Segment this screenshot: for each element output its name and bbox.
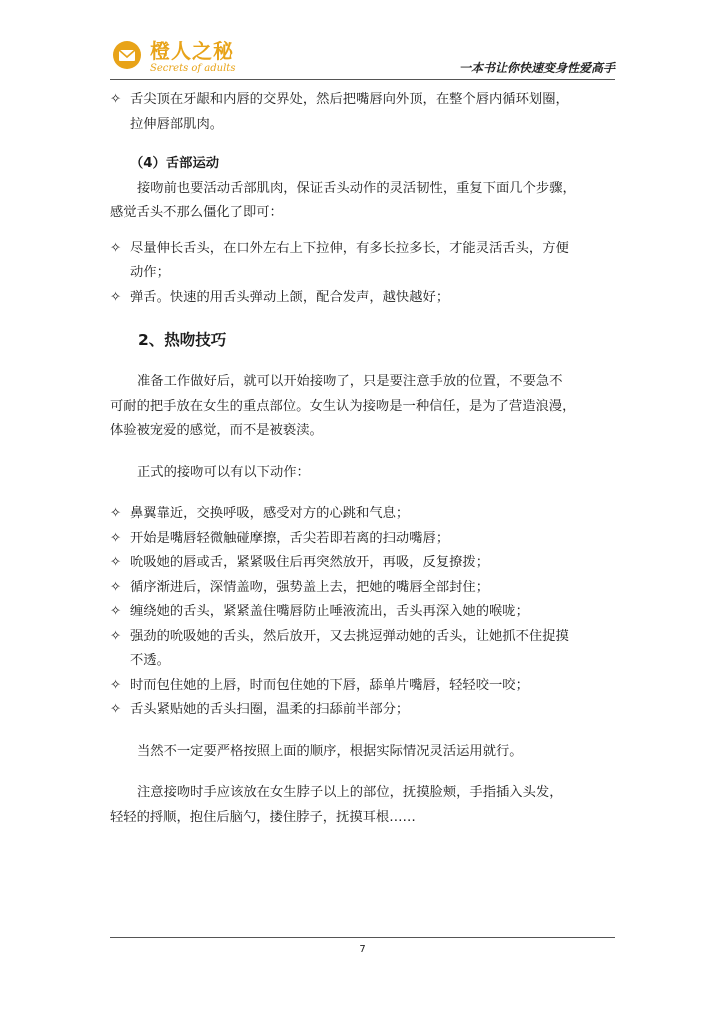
list-item-continuation: 不透。: [130, 653, 170, 668]
envelope-logo-icon: [112, 40, 142, 70]
page-header: [110, 38, 615, 82]
list-item: ✧ 舌尖顶在牙龈和内唇的交界处，然后把嘴唇向外顶，在整个唇内循环划圈，: [110, 88, 622, 113]
list-item: ✧ 时而包住她的上唇，时而包住她的下唇，舔单片嘴唇，轻轻咬一咬；: [110, 674, 622, 699]
bullet-icon: ✧: [110, 506, 122, 521]
paragraph-line: 接吻前也要活动舌部肌肉，保证舌头动作的灵活韧性，重复下面几个步骤，: [137, 180, 576, 196]
bullet-icon: ✧: [110, 604, 122, 619]
list-item: ✧ 开始是嘴唇轻微触碰摩擦，舌尖若即若离的扫动嘴唇；: [110, 527, 622, 552]
bullet-icon: ✧: [110, 92, 122, 107]
subsection-heading: （4）舌部运动: [130, 156, 220, 171]
list-item-continuation: 动作；: [130, 265, 170, 280]
list-item: ✧ 强劲的吮吸她的舌头，然后放开，又去挑逗弹动她的舌头，让她抓不住捉摸: [110, 625, 622, 650]
page-number: 7: [359, 944, 366, 955]
bullet-icon: ✧: [110, 702, 122, 717]
list-item: ✧ 吮吸她的唇或舌，紧紧吸住后再突然放开，再吸，反复撩拨；: [110, 551, 622, 576]
logo-subtitle: Secrets of adults: [150, 63, 236, 74]
logo-title: 橙人之秘: [150, 39, 234, 63]
paragraph-line: 可耐的把手放在女生的重点部位。女生认为接吻是一种信任，是为了营造浪漫，: [110, 398, 576, 414]
section-heading: 2、热吻技巧: [138, 331, 227, 349]
bullet-icon: ✧: [110, 555, 122, 570]
header-slogan: 一本书让你快速变身性爱高手: [458, 61, 615, 75]
bullet-icon: ✧: [110, 677, 122, 693]
bullet-icon: ✧: [110, 240, 122, 256]
list-item: ✧ 缠绕她的舌头，紧紧盖住嘴唇防止唾液流出，舌头再深入她的喉咙；: [110, 600, 622, 625]
bullet-icon: ✧: [110, 628, 122, 644]
paragraph-line: 体验被宠爱的感觉，而不是被亵渎。: [110, 423, 323, 438]
footer-divider: [110, 937, 615, 938]
paragraph-line: 当然不一定要严格按照上面的顺序，根据实际情况灵活运用就行。: [137, 743, 523, 759]
list-item-continuation: 拉伸唇部肌肉。: [130, 116, 224, 132]
paragraph-line: 轻轻的捋顺，抱住后脑勺，搂住脖子，抚摸耳根……: [110, 809, 416, 825]
list-item: ✧ 尽量伸长舌头，在口外左右上下拉伸，有多长拉多长，才能灵活舌头，方便: [110, 237, 622, 262]
paragraph-line: 感觉舌头不那么僵化了即可：: [110, 205, 283, 220]
list-item: ✧ 弹舌。快速的用舌头弹动上颌，配合发声，越快越好；: [110, 286, 622, 311]
page-body: [110, 88, 622, 830]
paragraph-line: 正式的接吻可以有以下动作：: [137, 464, 310, 480]
paragraph-line: 注意接吻时手应该放在女生脖子以上的部位，抚摸脸颊，手指插入头发，: [137, 785, 563, 800]
list-item: ✧ 循序渐进后，深情盖吻，强势盖上去，把她的嘴唇全部封住；: [110, 576, 622, 601]
bullet-icon: ✧: [110, 289, 122, 305]
bullet-icon: ✧: [110, 579, 122, 595]
header-divider: [110, 79, 615, 80]
list-item: ✧ 舌头紧贴她的舌头扫圈，温柔的扫舔前半部分；: [110, 698, 622, 723]
list-item: ✧ 鼻翼靠近，交换呼吸，感受对方的心跳和气息；: [110, 502, 622, 527]
paragraph-line: 准备工作做好后，就可以开始接吻了，只是要注意手放的位置，不要急不: [137, 374, 563, 389]
bullet-icon: ✧: [110, 530, 122, 546]
